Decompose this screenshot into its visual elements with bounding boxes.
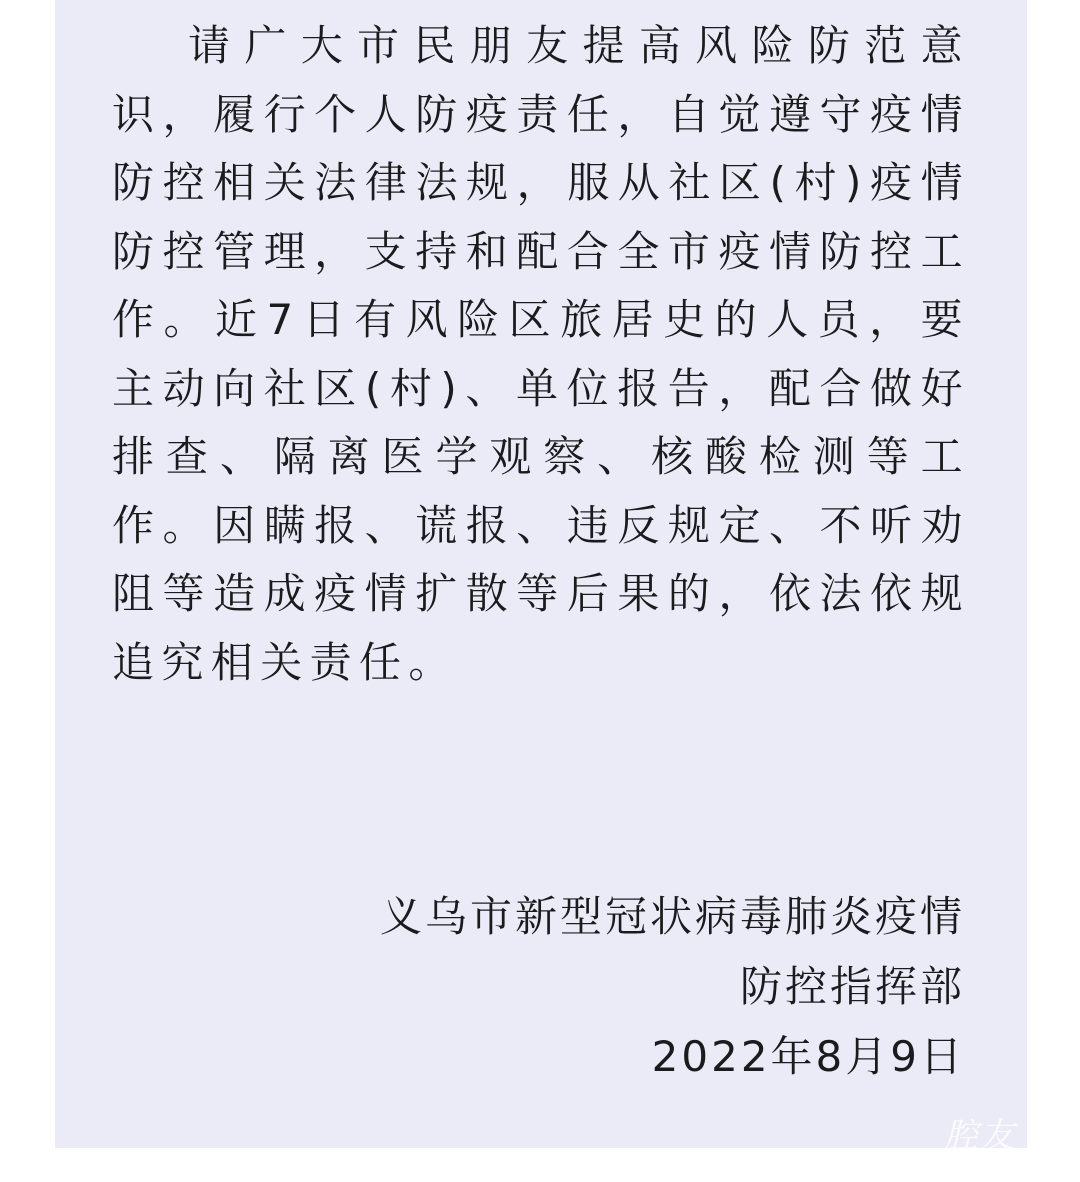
notice-date: 2022年8月9日 <box>651 1032 965 1081</box>
issuer-line-1: 义乌市新型冠状病毒肺炎疫情 <box>379 892 965 941</box>
signature-block <box>380 882 965 1092</box>
notice-body: 请广大市民朋友提高风险防范意识，履行个人防疫责任，自觉遵守疫情防控相关法律法规，服从社区(村)疫情防控管理，支持和配合全市疫情防控工作。近7日有风险区旅居史的人员，要主动向社区(村)、单位报告，配合做好排查、隔离医学观察、核酸检测等工作。因瞒报、谎报、违反规定、不听劝阻等造成疫情扩散等后果的，依法依规追究相关责任。 <box>112 21 970 687</box>
issuer-line-2: 防控指挥部 <box>739 962 965 1011</box>
watermark: 腔友 <box>944 1116 1016 1156</box>
